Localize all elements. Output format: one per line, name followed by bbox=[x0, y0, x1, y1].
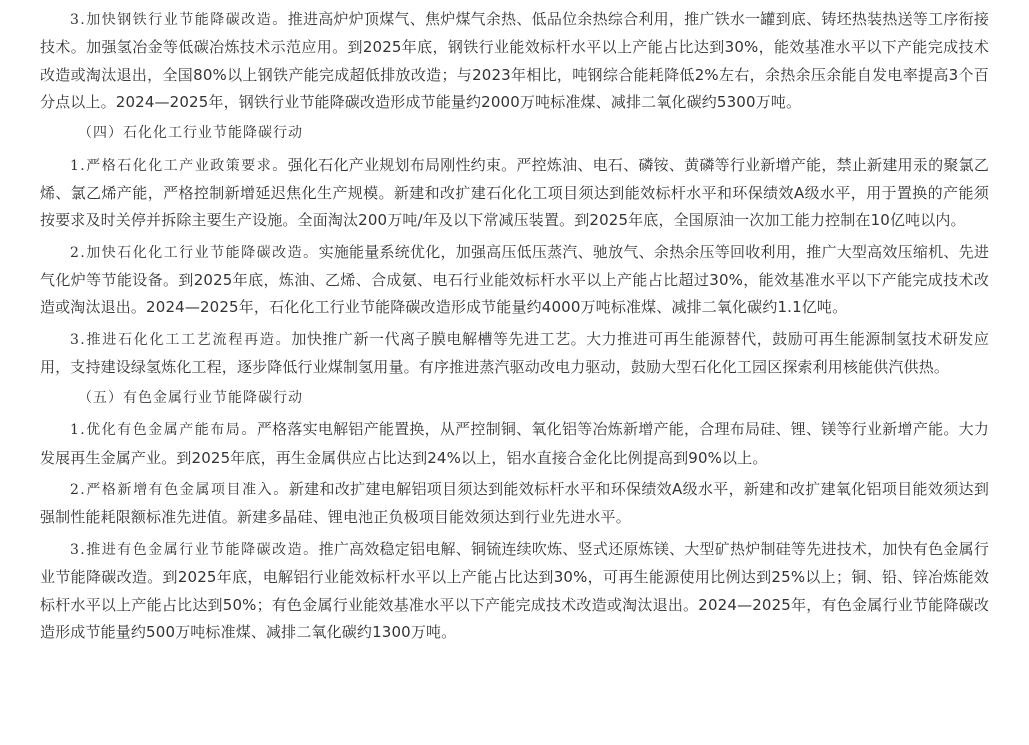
item-lead: 2.严格新增有色金属项目准入。 bbox=[70, 482, 289, 499]
item-lead: 3.加快钢铁行业节能降碳改造。 bbox=[70, 12, 288, 28]
paragraph-steel-item-3 bbox=[40, 6, 989, 117]
item-body: 推进高炉炉顶煤气、焦炉煤气余热、低品位余热综合利用，推广铁水一罐到底、铸坯热装热送等工序衔接技术。加强氢冶金等低碳冶炼技术示范应用。到2025年底，钢铁行业能效标杆水平以上产能占比达到30%，能效基准水平以下产能完成技术改造或淘汰退出，全国80%以上钢铁产能完成超低排放改造；与2023年相比，吨钢综合能耗降低2%左右，余热余压余能自发电率提高3个百分点以上。2024—2025年，钢铁行业节能降碳改造形成节能量约2000万吨标准煤、减排二氧化碳约5300万吨。 bbox=[40, 10, 989, 112]
section-heading-petrochemical: （四）石化化工行业节能降碳行动 bbox=[78, 125, 303, 142]
item-body: 强化石化产业规划布局刚性约束。严控炼油、电石、磷铵、黄磷等行业新增产能，禁止新建用汞的聚氯乙烯、氯乙烯产能，严格控制新增延迟焦化生产规模。新建和改扩建石化化工项目须达到能效标杆水平和环保绩效A级水平，用于置换的产能须按要求及时关停并拆除主要生产设施。全面淘汰200万吨/年及以下常减压装置。到2025年底，全国原油一次加工能力控制在10亿吨以内。 bbox=[40, 155, 989, 230]
paragraph-petrochemical-item-1 bbox=[40, 152, 989, 235]
item-lead: 1.严格石化化工产业政策要求。 bbox=[70, 157, 288, 174]
item-lead: 1.优化有色金属产能布局。 bbox=[70, 422, 257, 439]
paragraph-petrochemical-item-2 bbox=[40, 239, 989, 322]
item-body: 加快推广新一代离子膜电解槽等先进工艺。大力推进可再生能源替代，鼓励可再生能源制氢技术研发应用，支持建设绿氢炼化工程，逐步降低行业煤制氢用量。有序推进蒸汽驱动改电力驱动，鼓励大型石化化工园区探索利用核能供汽供热。 bbox=[40, 329, 989, 377]
item-body: 推广高效稳定铝电解、铜锍连续吹炼、竖式还原炼镁、大型矿热炉制硅等先进技术，加快有色金属行业节能降碳改造。到2025年底，电解铝行业能效标杆水平以上产能占比达到30%，可再生能源使用比例达到25%以上；铜、铅、锌冶炼能效标杆水平以上产能占比达到50%；有色金属行业能效基准水平以下产能完成技术改造或淘汰退出。2024—2025年，有色金属行业节能降碳改造形成节能量约500万吨标准煤、减排二氧化碳约1300万吨。 bbox=[40, 539, 989, 641]
paragraph-nonferrous-item-3 bbox=[40, 536, 989, 647]
item-body: 实施能量系统优化，加强高压低压蒸汽、驰放气、余热余压等回收利用，推广大型高效压缩机、先进气化炉等节能设备。到2025年底，炼油、乙烯、合成氨、电石行业能效标杆水平以上产能占比超过30%，能效基准水平以下产能完成技术改造或淘汰退出。2024—2025年，石化化工行业节能降碳改造形成节能量约4000万吨标准煤、减排二氧化碳约1.1亿吨。 bbox=[40, 242, 989, 317]
paragraph-nonferrous-item-1 bbox=[40, 416, 989, 472]
item-body: 严格落实电解铝产能置换，从严控制铜、氧化铝等冶炼新增产能，合理布局硅、锂、镁等行业新增产能。大力发展再生金属产业。到2025年底，再生金属供应占比达到24%以上，铝水直接合金化比例提高到90%以上。 bbox=[40, 420, 989, 467]
item-body: 新建和改扩建电解铝项目须达到能效标杆水平和环保绩效A级水平，新建和改扩建氧化铝项目能效须达到强制性能耗限额标准先进值。新建多晶硅、锂电池正负极项目能效须达到行业先进水平。 bbox=[40, 480, 989, 527]
section-heading-nonferrous: （五）有色金属行业节能降碳行动 bbox=[78, 390, 303, 407]
item-lead: 2.加快石化化工行业节能降碳改造。 bbox=[70, 244, 319, 261]
item-lead: 3.推进石化化工工艺流程再造。 bbox=[70, 331, 292, 348]
paragraph-petrochemical-item-3 bbox=[40, 326, 989, 382]
paragraph-nonferrous-item-2 bbox=[40, 476, 989, 532]
item-lead: 3.推进有色金属行业节能降碳改造。 bbox=[70, 541, 319, 558]
